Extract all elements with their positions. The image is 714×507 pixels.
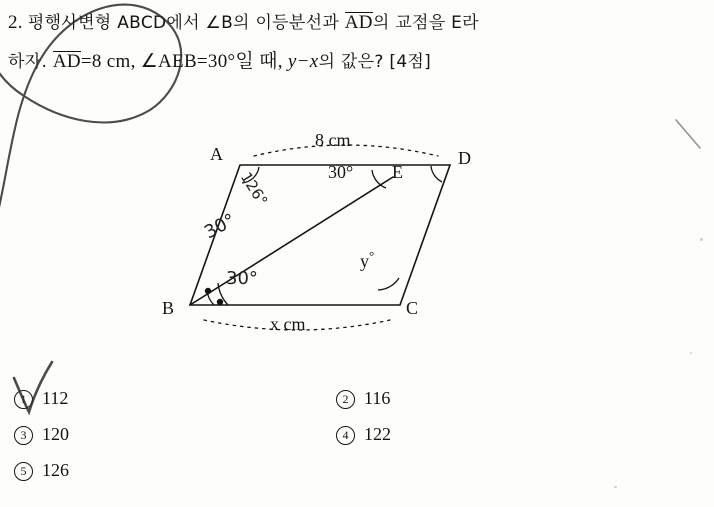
handwritten-angle-30-upper: 30° [200,209,239,244]
angle-arc-d [431,166,442,182]
angle-arc-c [378,278,399,290]
bottom-length-variable: x [270,314,279,334]
question-text-part-2: 의 교점을 E라 [372,13,479,33]
bottom-side-length [270,314,306,335]
vertex-label-e: E [392,162,403,182]
choice-number-3: 3 [14,426,33,445]
question-given-values: =8 cm, ∠AEB=30°일 때, [80,51,288,72]
choice-label-3: 120 [42,424,69,444]
angle-label-y [360,248,374,272]
choice-number-4: 4 [336,426,355,445]
bisector-dot-lower [217,299,223,305]
question-line-1 [8,8,479,34]
vertex-label-d: D [458,148,471,168]
choice-option-3[interactable] [14,424,69,445]
question-line-2 [8,46,431,73]
vertex-label-b: B [162,298,175,318]
bottom-length-unit: cm [283,314,306,334]
scan-speck-3 [614,486,617,488]
choice-number-1: 1 [14,390,33,409]
question-expression: y−x [287,51,319,72]
segment-be [190,177,393,305]
vertex-label-c: C [406,298,419,318]
choice-option-5[interactable] [14,460,69,481]
question-number: 2. [8,12,23,33]
choice-option-2[interactable] [336,388,390,409]
choice-number-2: 2 [336,390,355,409]
choice-number-5: 5 [14,462,33,481]
top-side-length: 8 cm [315,130,351,150]
bisector-dot-upper [205,288,211,294]
handwritten-angle-126: 126° [236,168,272,210]
parallelogram-figure [150,130,530,350]
question-text-part-1: 평행사변형 ABCD에서 ∠B의 이등분선과 [27,13,345,33]
choice-option-4[interactable] [336,424,391,445]
segment-ad-overline-2: AD [52,51,81,72]
question-text-part-4: 의 값은? [4점] [318,52,432,72]
scan-speck-2 [690,352,692,354]
handwritten-angle-30-lower: 30° [226,268,258,289]
question-text-part-3: 하자. [8,52,53,72]
angle-y-degree: ° [369,248,375,263]
angle-y-variable: y [360,251,369,271]
scan-speck-1 [700,238,703,241]
segment-ad-overline-1: AD [344,12,373,33]
choice-label-2: 116 [364,388,391,408]
vertex-label-a: A [210,144,223,164]
pen-stray-mark-right [676,120,700,148]
choice-option-1[interactable] [14,388,68,409]
choice-label-4: 122 [364,424,391,444]
angle-label-e: 30° [328,162,354,182]
choice-label-5: 126 [42,460,69,480]
choice-label-1: 112 [42,388,69,408]
